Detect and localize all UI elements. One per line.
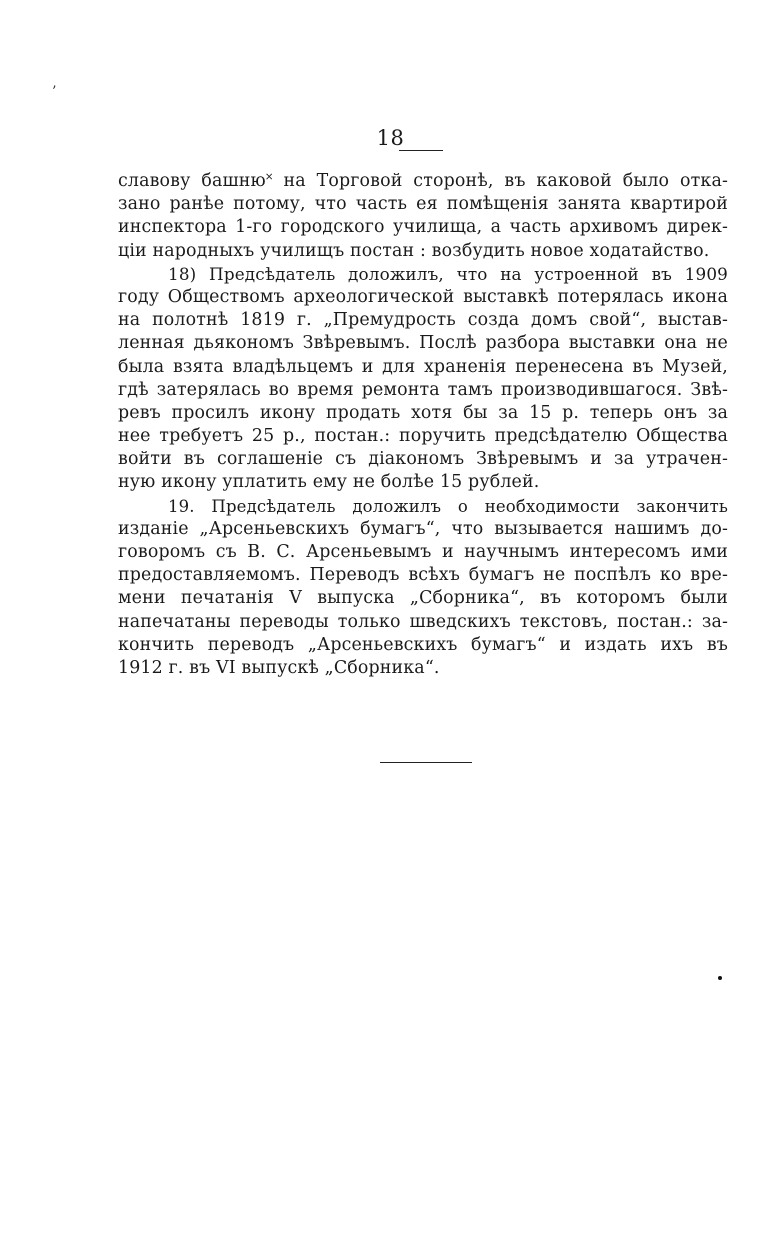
- text-line: напечатаны переводы только шведскихъ текстовъ, постан.: за-: [118, 611, 728, 632]
- text-line: 1912 г. въ VI выпускѣ „Сборника“.: [118, 657, 440, 678]
- text-line: ную икону уплатить ему не болѣе 15 рублей.: [118, 472, 540, 493]
- text-line: гдѣ затерялась во время ремонта тамъ производившагося. Звѣ-: [118, 379, 728, 400]
- text-line: 19. Предсѣдатель доложилъ о необходимости закончить: [168, 496, 728, 516]
- text-line: году Обществомъ археологической выставкѣ потерялась икона: [118, 286, 728, 307]
- page-number: 18: [376, 126, 405, 150]
- text-line: кончить переводъ „Арсеньевскихъ бумагъ“ и издать ихъ въ: [118, 634, 728, 655]
- text-line: зано ранѣе потому, что часть ея помѣщенія занята квартирой: [118, 194, 728, 215]
- text-line: была взята владѣльцемъ и для храненія перенесена въ Музей,: [118, 356, 728, 377]
- text-line: инспектора 1-го городского училища, а часть архивомъ дирек-: [118, 217, 728, 238]
- text-line: изданіе „Арсеньевскихъ бумагъ“, что вызывается нашимъ до-: [118, 518, 728, 539]
- text-line: нее требуетъ 25 р., постан.: поручить предсѣдателю Общества: [118, 426, 728, 447]
- text-line: славову башню˟ на Торговой сторонѣ, въ каковой было отка-: [118, 171, 728, 191]
- text-line: ціи народныхъ училищъ постан : возбудить новое ходатайство.: [118, 240, 710, 261]
- text-line: ленная дьякономъ Звѣревымъ. Послѣ разбора выставки она не: [118, 333, 728, 354]
- page-number-underline: [399, 150, 443, 151]
- text-line: мени печатанія V выпуска „Сборника“, въ которомъ были: [118, 588, 728, 609]
- margin-mark: ’: [52, 84, 57, 100]
- text-line: на полотнѣ 1819 г. „Премудрость созда домъ свой“, выстав-: [118, 310, 728, 331]
- ink-speck: [718, 976, 722, 980]
- text-line: войти въ соглашеніе съ діакономъ Звѣревымъ и за утрачен-: [118, 449, 728, 470]
- text-line: 18) Предсѣдатель доложилъ, что на устроенной въ 1909: [168, 263, 728, 284]
- body-text: [118, 170, 728, 680]
- text-line: предоставляемомъ. Переводъ всѣхъ бумагъ не поспѣлъ ко вре-: [118, 565, 728, 586]
- closing-rule: [380, 762, 472, 763]
- text-line: говоромъ съ В. С. Арсеньевымъ и научнымъ интересомъ ими: [118, 542, 728, 562]
- text-line: ревъ просилъ икону продать хотя бы за 15 р. теперь онъ за: [118, 402, 728, 423]
